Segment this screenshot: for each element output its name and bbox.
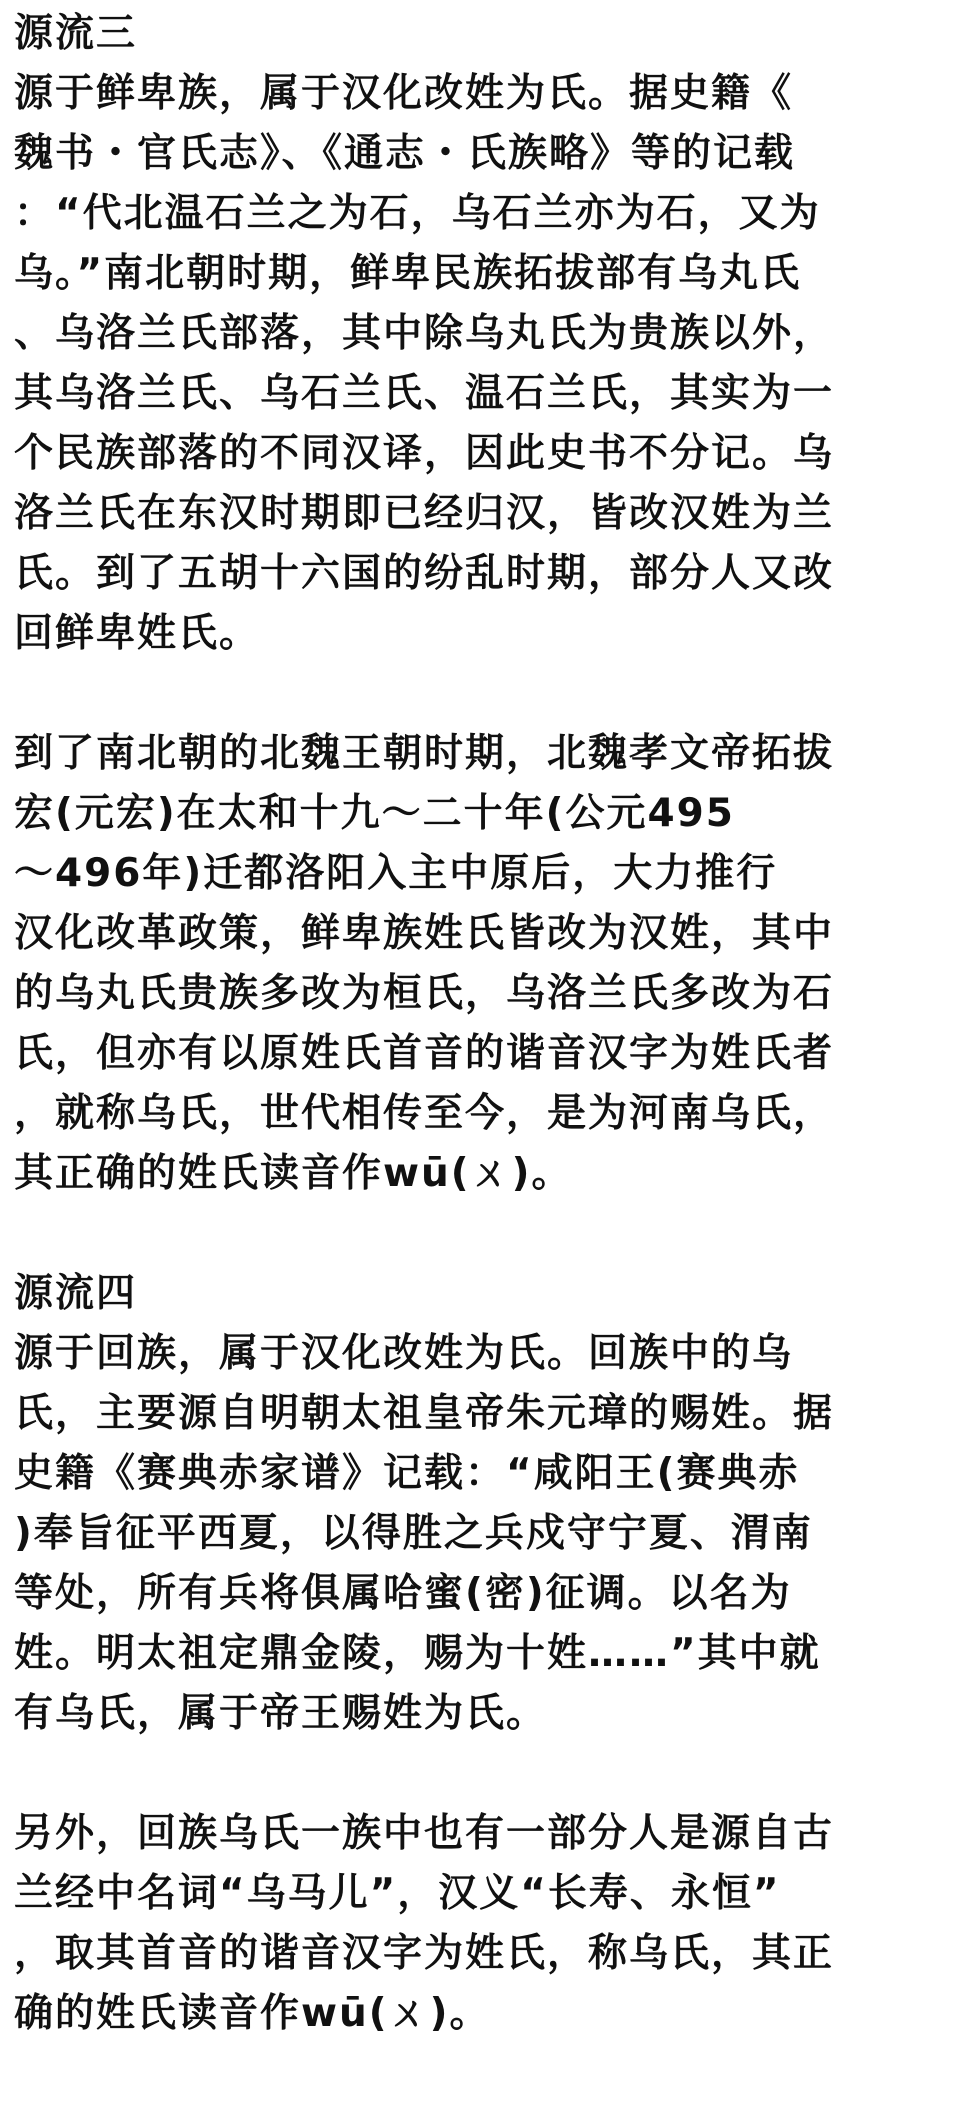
paragraph-gap [14, 1744, 974, 1804]
text-line: 确的姓氏读音作wū(ㄨ)。 [14, 1991, 491, 2036]
text-line: ：“代北温石兰之为石，乌石兰亦为石，又为 [14, 191, 821, 236]
text-line: 回鲜卑姓氏。 [14, 611, 261, 656]
text-line: ，就称乌氏，世代相传至今，是为河南乌氏， [14, 1091, 835, 1136]
text-line: 氏，但亦有以原姓氏首音的谐音汉字为姓氏者 [14, 1031, 835, 1076]
text-line: ～496年)迁都洛阳入主中原后，大力推行 [14, 851, 778, 896]
text-line: 的乌丸氏贵族多改为桓氏，乌洛兰氏多改为石 [14, 971, 835, 1016]
text-line: )奉旨征平西夏，以得胜之兵戍守宁夏、渭南 [14, 1511, 813, 1556]
text-line: 源于回族，属于汉化改姓为氏。回族中的乌 [14, 1331, 794, 1376]
text-line: ，取其首音的谐音汉字为姓氏，称乌氏，其正 [14, 1931, 835, 1976]
text-line: 、乌洛兰氏部落，其中除乌丸氏为贵族以外， [14, 311, 835, 356]
text-line: 洛兰氏在东汉时期即已经归汉，皆改汉姓为兰 [14, 491, 835, 536]
section-heading: 源流四 [14, 1271, 138, 1316]
text-line: 魏书・官氏志》、《通志・氏族略》等的记载 [14, 131, 796, 176]
text-line: 宏(元宏)在太和十九～二十年(公元495 [14, 791, 735, 836]
text-line: 有乌氏，属于帝王赐姓为氏。 [14, 1691, 548, 1736]
paragraph-gap [14, 1204, 974, 1264]
text-line: 其正确的姓氏读音作wū(ㄨ)。 [14, 1151, 573, 1196]
document-body [14, 4, 974, 2044]
text-line: 到了南北朝的北魏王朝时期，北魏孝文帝拓拔 [14, 731, 835, 776]
text-line: 乌。”南北朝时期，鲜卑民族拓拔部有乌丸氏 [14, 251, 802, 296]
text-line: 源于鲜卑族，属于汉化改姓为氏。据史籍《 [14, 71, 794, 116]
text-line: 姓。明太祖定鼎金陵，赐为十姓……”其中就 [14, 1631, 821, 1676]
text-line: 氏，主要源自明朝太祖皇帝朱元璋的赐姓。据 [14, 1391, 835, 1436]
text-line: 兰经中名词“乌马儿”，汉义“长寿、永恒” [14, 1871, 781, 1916]
text-line: 个民族部落的不同汉译，因此史书不分记。乌 [14, 431, 835, 476]
text-line: 汉化改革政策，鲜卑族姓氏皆改为汉姓，其中 [14, 911, 835, 956]
section-heading: 源流三 [14, 11, 138, 56]
text-line: 另外，回族乌氏一族中也有一部分人是源自古 [14, 1811, 835, 1856]
paragraph-gap [14, 664, 974, 724]
text-line: 其乌洛兰氏、乌石兰氏、温石兰氏，其实为一 [14, 371, 835, 416]
text-line: 等处，所有兵将俱属哈蜜(密)征调。以名为 [14, 1571, 792, 1616]
text-line: 氏。到了五胡十六国的纷乱时期，部分人又改 [14, 551, 835, 596]
text-line: 史籍《赛典赤家谱》记载：“咸阳王(赛典赤 [14, 1451, 800, 1496]
